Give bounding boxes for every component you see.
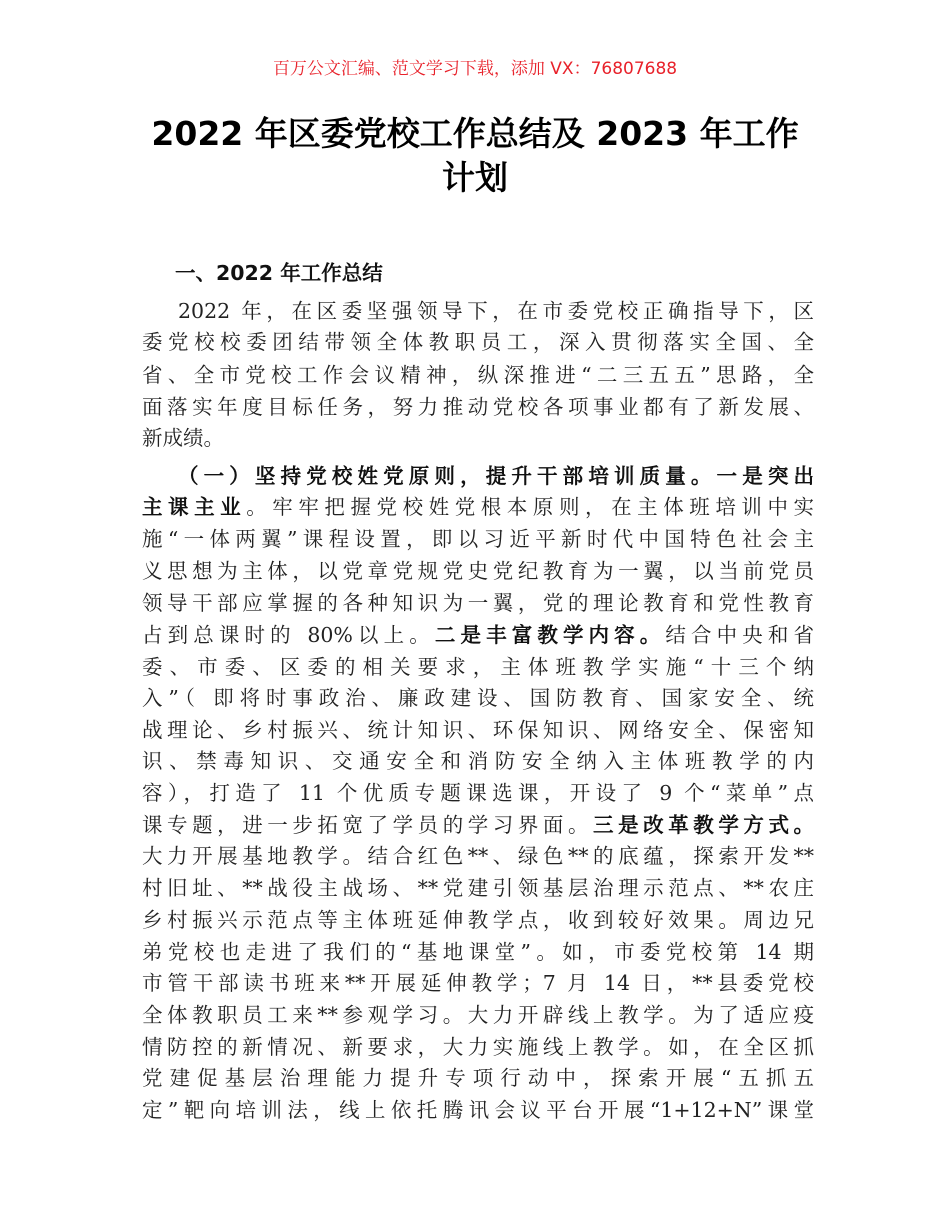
paragraph-line: 入”（ 即将时事政治、廉政建设、国防教育、国家安全、统 bbox=[142, 686, 814, 710]
paragraph-text: 占到总课时的 80%以上。 bbox=[142, 623, 435, 647]
paragraph-text: 课专题，进一步拓宽了学员的学习界面。 bbox=[142, 813, 594, 837]
paragraph-line: 识、禁毒知识、交通安全和消防安全纳入主体班教学的内 bbox=[142, 749, 814, 773]
bold-lead: 三是改革教学方式。 bbox=[593, 813, 815, 837]
paragraph-line: 党建促基层治理能力提升专项行动中，探索开展“五抓五 bbox=[142, 1066, 814, 1090]
paragraph-line: 全体教职员工来**参观学习。大力开辟线上教学。为了适应疫 bbox=[142, 1003, 814, 1027]
paragraph-line: 委、市委、区委的相关要求，主体班教学实施“十三个纳 bbox=[142, 655, 814, 679]
paragraph-line: 村旧址、**战役主战场、**党建引领基层治理示范点、**农庄 bbox=[142, 876, 814, 900]
paragraph-line bbox=[142, 492, 814, 522]
document-title-line-1: 2022 年区委党校工作总结及 2023 年工作 bbox=[151, 114, 799, 153]
paragraph-line: 战理论、乡村振兴、统计知识、环保知识、网络安全、保密知 bbox=[142, 718, 814, 742]
paragraph-text: 结合中央和省 bbox=[665, 623, 814, 647]
paragraph-line: 大力开展基地教学。结合红色**、绿色**的底蕴，探索开发** bbox=[142, 844, 814, 868]
paragraph-line: 委党校校委团结带领全体教职员工，深入贯彻落实全国、全 bbox=[142, 330, 814, 354]
paragraph-line bbox=[142, 620, 814, 650]
paragraph-line: 领导干部应掌握的各种知识为一翼，党的理论教育和党性教育 bbox=[142, 591, 814, 615]
paragraph-line: 乡村振兴示范点等主体班延伸教学点，收到较好效果。周边兄 bbox=[142, 908, 814, 932]
document-title-line-2: 计划 bbox=[442, 158, 508, 197]
paragraph-line: 施“一体两翼”课程设置，即以习近平新时代中国特色社会主 bbox=[142, 527, 814, 551]
section-heading: 一、2022 年工作总结 bbox=[175, 261, 383, 285]
paragraph-line: 新成绩。 bbox=[142, 426, 224, 450]
paragraph-line bbox=[142, 810, 814, 840]
paragraph-line: 2022 年，在区委坚强领导下，在市委党校正确指导下，区 bbox=[178, 299, 814, 323]
paragraph-line: 面落实年度目标任务，努力推动党校各项事业都有了新发展、 bbox=[142, 395, 814, 419]
subsection-heading: （一）坚持党校姓党原则，提升干部培训质量。一是突出 bbox=[178, 464, 814, 488]
paragraph-line: 定”靶向培训法，线上依托腾讯会议平台开展“1+12+N”课堂 bbox=[142, 1098, 814, 1122]
paragraph-line: 义思想为主体，以党章党规党史党纪教育为一翼，以当前党员 bbox=[142, 559, 814, 583]
paragraph-line: 容），打造了 11 个优质专题课选课，开设了 9 个“菜单”点 bbox=[142, 781, 814, 805]
bold-lead: 主课主业 bbox=[142, 495, 247, 519]
paragraph-line: 情防控的新情况、新要求，大力实施线上教学。如，在全区抓 bbox=[142, 1035, 814, 1059]
watermark-banner: 百万公文汇编、范文学习下载，添加 VX：76807688 bbox=[272, 59, 678, 79]
paragraph-line: 省、全市党校工作会议精神，纵深推进“二三五五”思路，全 bbox=[142, 363, 814, 387]
paragraph-line: 弟党校也走进了我们的“基地课堂”。如，市委党校第 14 期 bbox=[142, 940, 814, 964]
bold-lead: 二是丰富教学内容。 bbox=[434, 623, 666, 647]
paragraph-line: 市管干部读书班来**开展延伸教学；7 月 14 日，**县委党校 bbox=[142, 971, 814, 995]
paragraph-text: 。牢牢把握党校姓党根本原则，在主体班培训中实 bbox=[246, 495, 815, 519]
